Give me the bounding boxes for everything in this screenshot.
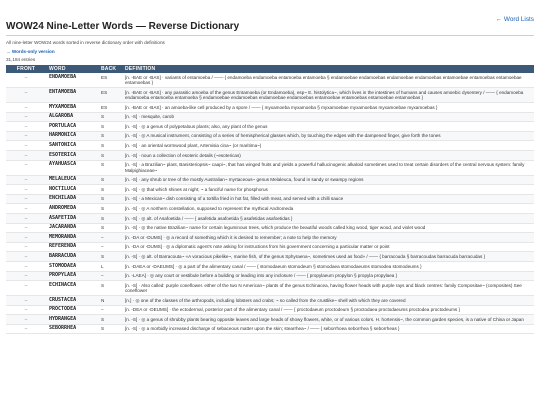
front-cell: –	[6, 242, 46, 252]
word-cell: MYXAMOEBA	[46, 103, 98, 113]
word-cell: ENDAMOEBA	[46, 73, 98, 88]
front-cell: –	[6, 213, 46, 223]
definition-cell: [n. -S] · ◎ A musical instrument, consisting of a series of hemispherical glasses which, by touching the edges with the dampened finger, give forth the tones	[122, 131, 534, 141]
word-cell: REFERENDA	[46, 242, 98, 252]
back-cell: S	[98, 112, 122, 122]
word-cell: ANDROMEDA	[46, 204, 98, 214]
table-row	[6, 233, 534, 243]
front-cell: –	[6, 261, 46, 271]
back-cell: S	[98, 160, 122, 175]
table-row	[6, 213, 534, 223]
front-cell: –	[6, 175, 46, 185]
table-row	[6, 160, 534, 175]
table-row	[6, 103, 534, 113]
back-cell: –	[98, 242, 122, 252]
table-row	[6, 194, 534, 204]
back-cell: ES	[98, 88, 122, 103]
back-cell: S	[98, 141, 122, 151]
word-cell: ESOTERICA	[46, 150, 98, 160]
word-cell: ALGAROBA	[46, 112, 98, 122]
definition-cell: [n. -DA or -DUMS] · ◎ a diplomatic agent's note asking for instructions from his government concerning a particular matter or point	[122, 242, 534, 252]
back-cell: –	[98, 233, 122, 243]
back-cell: –	[98, 271, 122, 281]
back-cell: S	[98, 315, 122, 325]
back-cell: S	[98, 175, 122, 185]
word-cell: PORTULACA	[46, 122, 98, 132]
word-cell: PROPYLAEA	[46, 271, 98, 281]
word-cell: SANTONICA	[46, 141, 98, 151]
definition-cell: [n. -S] · ◎ a morbidly increased discharge of sebaceous matter upon the skin; stearrhea~ / —— { seborrhoea seborrhea § seborrheas }	[122, 324, 534, 334]
back-cell: S	[98, 204, 122, 214]
word-cell: HARMONICA	[46, 131, 98, 141]
word-cell: NOCTILUCA	[46, 185, 98, 195]
front-cell: –	[6, 194, 46, 204]
page-title: WOW24 Nine-Letter Words — Reverse Dictionary	[6, 21, 534, 36]
back-cell: S	[98, 185, 122, 195]
back-cell: S	[98, 324, 122, 334]
definition-cell: [n. -S] · ◎ that which shines at night; ~ a fanciful name for phosphorus	[122, 185, 534, 195]
definition-cell: [n. -S] · ◎ alt. of Barracouta~ «A voracious pikelike~, marine fish, of the genus Sphyraena~, sometimes used as food» / —— { barracouda § barracoudas barracuda barracudas }	[122, 252, 534, 262]
word-cell: BARRACUDA	[46, 252, 98, 262]
table-row	[6, 305, 534, 315]
definition-cell: [n.] · ◎ one of the classes of the arthropods, including lobsters and crabs; ~ so called from the crustlike~ shell with which they are covered	[122, 296, 534, 306]
table-row	[6, 281, 534, 296]
definition-cell: [n. -S] · any shrub or tree of the mostly Australian~ myrtaceous~ genus Melaleuca, found in sandy or swampy regions	[122, 175, 534, 185]
column-header-front: FRONT	[6, 65, 46, 73]
table-row	[6, 122, 534, 132]
table-row	[6, 141, 534, 151]
column-header-word: WORD	[46, 65, 98, 73]
back-cell: –	[98, 305, 122, 315]
definition-cell: [n. -S] · ◎ the native Brazilian~ name for certain leguminous trees, which produce the beautiful woods called king wood, tiger wood, and violet wood	[122, 223, 534, 233]
table-row	[6, 324, 534, 334]
definition-cell: [n. -S] · ◎ alt. of Asafoetida / —— { asafetida asafoetida § asafetidas asafoetidas }	[122, 213, 534, 223]
front-cell: –	[6, 223, 46, 233]
back-cell: N	[98, 296, 122, 306]
back-cell: ES	[98, 103, 122, 113]
table-row	[6, 175, 534, 185]
back-cell: ES	[98, 73, 122, 88]
back-cell: S	[98, 194, 122, 204]
word-lists-link[interactable]: ← Word Lists	[495, 16, 534, 23]
front-cell: –	[6, 88, 46, 103]
table-header	[6, 65, 534, 73]
entry-count: 31,184 entries	[6, 57, 36, 62]
front-cell: –	[6, 271, 46, 281]
front-cell: –	[6, 141, 46, 151]
reverse-dictionary-table	[6, 65, 534, 334]
word-cell: ASAFETIDA	[46, 213, 98, 223]
front-cell: –	[6, 281, 46, 296]
table-row	[6, 223, 534, 233]
front-cell: –	[6, 73, 46, 88]
word-cell: JACARANDA	[46, 223, 98, 233]
word-cell: ENTAMOEBA	[46, 88, 98, 103]
front-cell: –	[6, 131, 46, 141]
word-cell: SEBORRHEA	[46, 324, 98, 334]
front-cell: –	[6, 315, 46, 325]
front-cell: –	[6, 324, 46, 334]
front-cell: –	[6, 103, 46, 113]
word-cell: MELALEUCA	[46, 175, 98, 185]
definition-cell: [n. -DAEA or -DAEUMS] · ◎ a part of the alimentary canal / —— { stomodaeum stomodeum § stomodaea stomodaeums stomodea stomodeums }	[122, 261, 534, 271]
front-cell: –	[6, 185, 46, 195]
definition-cell: [n. -DA or -DUMS] · ◎ a record of something which it is desired to remember; a note to help the memory	[122, 233, 534, 243]
table-row	[6, 271, 534, 281]
front-cell: –	[6, 122, 46, 132]
back-cell: S	[98, 281, 122, 296]
table-body	[6, 73, 534, 334]
table-row	[6, 150, 534, 160]
definition-cell: [n. -S] · a Mexican~ dish consisting of a tortilla fried in hot fat, filled with meat, and served with a chilli sauce	[122, 194, 534, 204]
back-cell: L	[98, 261, 122, 271]
word-cell: CRUSTACEA	[46, 296, 98, 306]
word-cell: HYDRANGEA	[46, 315, 98, 325]
back-cell: S	[98, 252, 122, 262]
table-row	[6, 315, 534, 325]
word-cell: MEMORANDA	[46, 233, 98, 243]
front-cell: –	[6, 112, 46, 122]
back-cell: S	[98, 131, 122, 141]
definition-cell: [n. -S] · mesquite, carob	[122, 112, 534, 122]
front-cell: –	[6, 296, 46, 306]
word-cell: ENCHILADA	[46, 194, 98, 204]
front-cell: –	[6, 233, 46, 243]
definition-cell: [n. -S] · a Brazilian~ plant, Banisteriopsis~ caapi~, that has winged fruits and yields a powerful hallucinogenic alkaloid sometimes used to treat certain disorders of the central nervous system: family Malpighiaceae~	[122, 160, 534, 175]
back-cell: S	[98, 223, 122, 233]
definition-cell: [n. -S] · ◎ a genus of polypetalous plants; also, any plant of the genus	[122, 122, 534, 132]
top-nav	[6, 0, 534, 23]
table-row	[6, 242, 534, 252]
definition-cell: [n. -S] · ◎ a genus of shrubby plants bearing opposite leaves and large heads of showy flowers, white, or of various colors. H. hortensis~, the common garden species, is a native of China or Japan	[122, 315, 534, 325]
front-cell: –	[6, 204, 46, 214]
definition-cell: [n. -BAE or -BAS] · variants of entamoeba / —— { endamoeba endamoeba entamoeba entamoeba § endamoebae endamoebas endamoebae endamoebas entamoebae entamoebas entamoebae entamoebas }	[122, 73, 534, 88]
table-row	[6, 185, 534, 195]
table-row	[6, 73, 534, 88]
word-cell: STOMODAEA	[46, 261, 98, 271]
definition-cell: [n. -BAE or -BAS] · any parasitic amoeba of the genus Entamoeba (or Endamoeba), esp~ E. histolytica~, which lives in the intestines of humans and causes amoebic dysentery / —— { endamoeba endamoeba entamoeba entamoeba § endamoebae endamoebas endamoebae endamoebas entamoebae entamoebas entamoebae entamoebas }	[122, 88, 534, 103]
table-row	[6, 252, 534, 262]
word-cell: PROCTODEA	[46, 305, 98, 315]
word-cell: ECHINACEA	[46, 281, 98, 296]
definition-cell: [n. -LAEA] · ◎ any court or vestibule before a building or leading into any inclosure / —— { propylaeum propylon § propyla propylaea }	[122, 271, 534, 281]
table-row	[6, 88, 534, 103]
front-cell: –	[6, 150, 46, 160]
page-subtitle: All nine-letter WOW24 words sorted in reverse dictionary order with definitions	[6, 40, 165, 45]
front-cell: –	[6, 160, 46, 175]
table-row	[6, 112, 534, 122]
definition-cell: [n. -S] · noun a collection of esoteric details (~esotericas)	[122, 150, 534, 160]
definition-cell: [n. -S] · ◎ A northern constellation, supposed to represent the mythical Andromeda	[122, 204, 534, 214]
back-cell: S	[98, 213, 122, 223]
word-cell: AYAHUASCA	[46, 160, 98, 175]
back-cell: S	[98, 122, 122, 132]
table-row	[6, 204, 534, 214]
column-header-back: BACK	[98, 65, 122, 73]
table-row	[6, 296, 534, 306]
front-cell: –	[6, 305, 46, 315]
words-only-link[interactable]: → Words-only version	[6, 49, 55, 54]
definition-cell: [n. -BAE or -BAS] · an amoeba-like cell produced by a spore / —— { myxamoeba myxamoeba § myxamoebae myxamoebas myxamoebae myxamoebas }	[122, 103, 534, 113]
front-cell: –	[6, 252, 46, 262]
definition-cell: [n. -S] · an oriental wormwood plant, Artemisia cina~ (or maritima~)	[122, 141, 534, 151]
back-cell: S	[98, 150, 122, 160]
definition-cell: [n. -DEA or -DEUMS] · the ectodermal, posterior part of the alimentary canal / —— { proctodaeum proctodeum § proctodaea proctodaeums proctodea proctodeums }	[122, 305, 534, 315]
table-row	[6, 131, 534, 141]
column-header-definition: DEFINITION	[122, 65, 534, 73]
definition-cell: [n. -S] · Also called: purple coneflower. either of the two N American~ plants of the genus Echinacea, having flower heads with purple rays and black centres: family Compositae~ (composites) See coneflower	[122, 281, 534, 296]
table-row	[6, 261, 534, 271]
